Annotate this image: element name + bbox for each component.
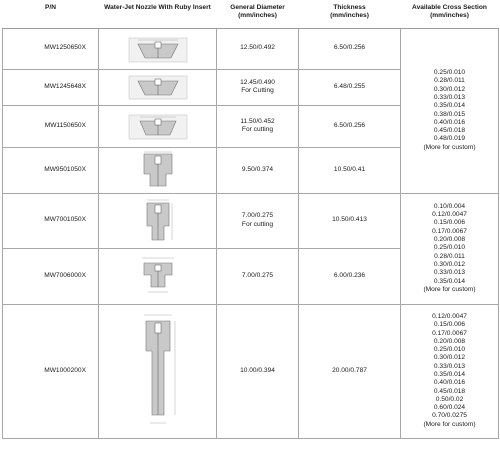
- spec-table: [2, 2, 499, 439]
- header-cross-section: Available Cross Section (mm/inches): [401, 2, 499, 28]
- nozzle-drawing-cell: [99, 28, 217, 69]
- cross-section-value: 0.38/0.015: [433, 110, 466, 118]
- general-diameter: 10.00/0.394: [217, 304, 299, 438]
- table-row: [3, 193, 499, 248]
- cross-section-value: 0.35/0.014: [433, 102, 466, 110]
- thickness: 6.50/0.256: [299, 28, 401, 69]
- cross-section-value: 0.15/0.006: [433, 321, 466, 329]
- general-diameter: 9.50/0.374: [217, 147, 299, 193]
- custom-note: (More for custom): [423, 143, 476, 151]
- part-number: MW1000200X: [3, 304, 99, 438]
- nozzle-drawing-cell: [99, 248, 217, 304]
- thickness: 6.50/0.256: [299, 105, 401, 147]
- cross-section-group-3: [401, 304, 499, 438]
- tall-nozzle-drawing: [138, 150, 178, 190]
- part-number: MW1250650X: [3, 28, 99, 69]
- nozzle-drawing-cell: [99, 304, 217, 438]
- general-diameter: 11.50/0.452 For cutting: [217, 105, 299, 147]
- cross-section-value: 0.50/0.02: [435, 395, 464, 403]
- cross-section-value: 0.12/0.0047: [432, 312, 467, 320]
- cross-section-value: 0.15/0.006: [433, 219, 466, 227]
- cross-section-value: 0.70/0.0275: [432, 412, 467, 420]
- general-diameter: 7.00/0.275: [217, 248, 299, 304]
- cross-section-value: 0.45/0.018: [433, 127, 466, 135]
- cross-section-value: 0.28/0.011: [434, 77, 465, 85]
- nozzle-drawing-cell: [99, 147, 217, 193]
- long-nozzle-drawing: [135, 311, 181, 431]
- thickness: 20.00/0.787: [299, 304, 401, 438]
- cross-section-value: 0.45/0.018: [433, 387, 466, 395]
- part-number: MW9501050X: [3, 147, 99, 193]
- cross-section-value: 0.25/0.010: [433, 346, 466, 354]
- table-row: [3, 28, 499, 69]
- cross-section-group-2: [401, 193, 499, 304]
- thickness: 6.48/0.255: [299, 69, 401, 105]
- cross-section-value: 0.35/0.014: [433, 277, 466, 285]
- table-row: [3, 304, 499, 438]
- cross-section-value: 0.17/0.0067: [432, 227, 467, 235]
- cross-section-value: 0.40/0.016: [433, 379, 466, 387]
- custom-note: (More for custom): [423, 285, 476, 293]
- cross-section-value: 0.20/0.008: [433, 337, 466, 345]
- cross-section-value: 0.25/0.010: [433, 244, 466, 252]
- general-diameter: 12.50/0.492: [217, 28, 299, 69]
- cross-section-value: 0.33/0.013: [433, 362, 466, 370]
- wide-nozzle-drawing: [128, 111, 188, 141]
- thickness: 10.50/0.413: [299, 193, 401, 248]
- cross-section-value: 0.30/0.012: [433, 354, 466, 362]
- nozzle-drawing-cell: [99, 193, 217, 248]
- cross-section-value: 0.33/0.013: [433, 93, 466, 101]
- header-thickness: Thickness (mm/inches): [299, 2, 401, 28]
- cross-section-value: 0.33/0.013: [433, 269, 466, 277]
- part-number: MW1150650X: [3, 105, 99, 147]
- nozzle-drawing-cell: [99, 105, 217, 147]
- part-number: MW1245648X: [3, 69, 99, 105]
- cross-section-value: 0.10/0.004: [433, 202, 466, 210]
- medium-nozzle-drawing: [136, 255, 180, 297]
- cross-section-value: 0.30/0.012: [433, 85, 466, 93]
- custom-note: (More for custom): [423, 420, 476, 428]
- cross-section-value: 0.12/0.0047: [432, 211, 467, 219]
- thickness: 10.50/0.41: [299, 147, 401, 193]
- general-diameter: 7.00/0.275 For cutting: [217, 193, 299, 248]
- cross-section-value: 0.35/0.014: [433, 371, 466, 378]
- cross-section-value: 0.17/0.0067: [432, 329, 467, 337]
- wide-nozzle-drawing: [128, 73, 188, 101]
- tall-nozzle-drawing: [138, 198, 178, 244]
- header-row: [3, 2, 499, 28]
- header-diameter: General Diameter (mm/inches): [217, 2, 299, 28]
- cross-section-value: 0.48/0.019: [433, 135, 466, 143]
- cross-section-group-1: [401, 28, 499, 193]
- nozzle-drawing-cell: [99, 69, 217, 105]
- cross-section-value: 0.28/0.011: [434, 252, 465, 260]
- thickness: 6.00/0.236: [299, 248, 401, 304]
- cross-section-value: 0.25/0.010: [433, 69, 466, 77]
- header-nozzle: Water-Jet Nozzle With Ruby Insert: [99, 2, 217, 28]
- header-pn: P/N: [3, 2, 99, 28]
- cross-section-value: 0.20/0.008: [433, 236, 466, 244]
- cross-section-value: 0.60/0.024: [433, 404, 466, 412]
- cross-section-value: 0.30/0.012: [433, 260, 466, 268]
- general-diameter: 12.45/0.490 For Cutting: [217, 69, 299, 105]
- wide-nozzle-drawing: [128, 34, 188, 64]
- cross-section-value: 0.40/0.016: [433, 118, 466, 126]
- part-number: MW7001050X: [3, 193, 99, 248]
- part-number: MW7006000X: [3, 248, 99, 304]
